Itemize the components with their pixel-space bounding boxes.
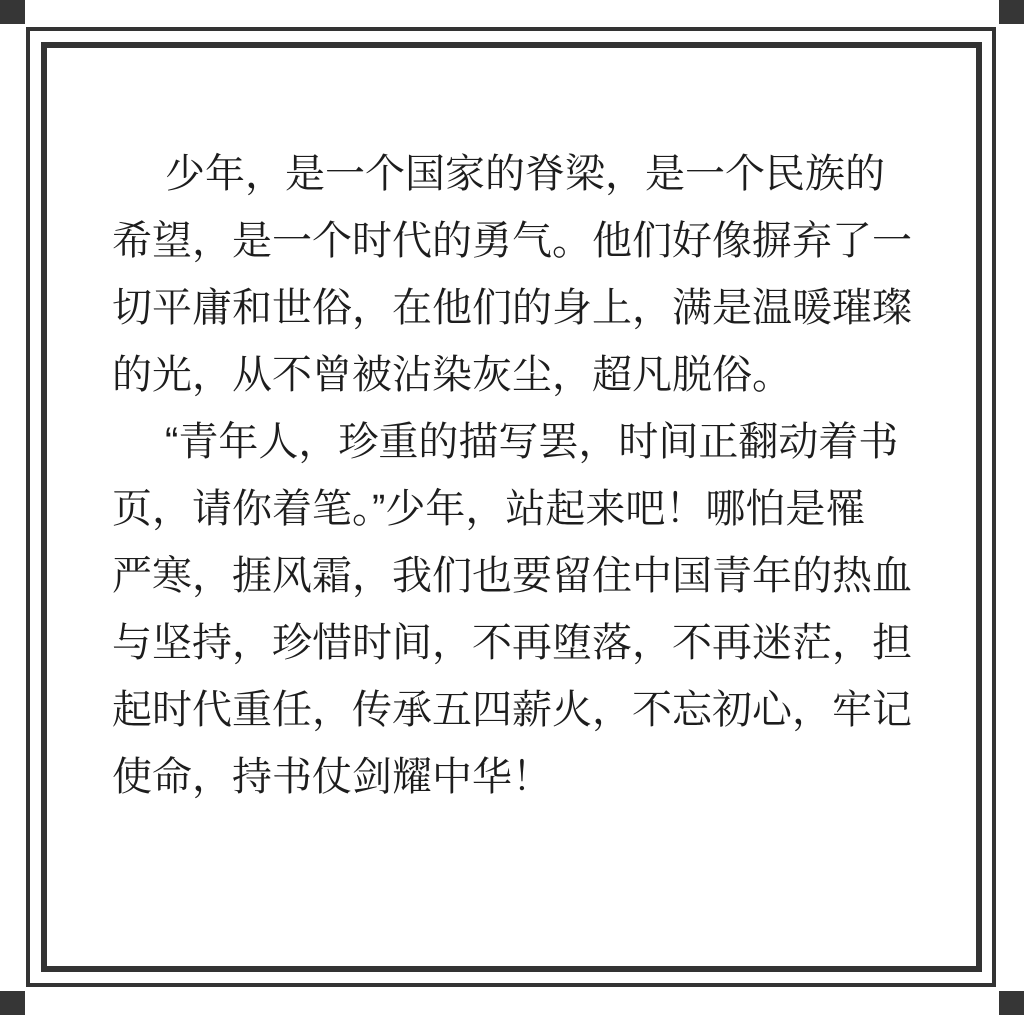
paragraph-1: [112, 141, 918, 409]
text-line: 希望，是一个时代的勇气。他们好像摒弃了一: [112, 219, 912, 263]
text-line: 页，请你着笔。”少年，站起来吧！哪怕是罹: [112, 487, 866, 531]
text-line: 起时代重任，传承五四薪火，不忘初心，牢记: [112, 688, 912, 732]
corner-mark-bottom-right: [999, 991, 1024, 1015]
text-line: 使命，持书仗剑耀中华！: [112, 755, 552, 799]
corner-mark-top-right: [999, 0, 1024, 24]
paragraph-2: [112, 409, 918, 811]
essay-text-block: [47, 48, 976, 966]
text-line: 少年，是一个国家的脊梁，是一个民族的: [165, 152, 885, 196]
corner-mark-top-left: [0, 0, 25, 24]
text-line: 严寒，捱风霜，我们也要留住中国青年的热血: [112, 554, 912, 598]
text-line: 的光，从不曾被沾染灰尘，超凡脱俗。: [112, 353, 792, 397]
text-line: 与坚持，珍惜时间，不再堕落，不再迷茫，担: [112, 621, 912, 665]
text-line: 切平庸和世俗，在他们的身上，满是温暖璀璨: [112, 286, 912, 330]
corner-mark-bottom-left: [0, 991, 25, 1015]
text-line: “青年人，珍重的描写罢，时间正翻动着书: [165, 420, 899, 464]
